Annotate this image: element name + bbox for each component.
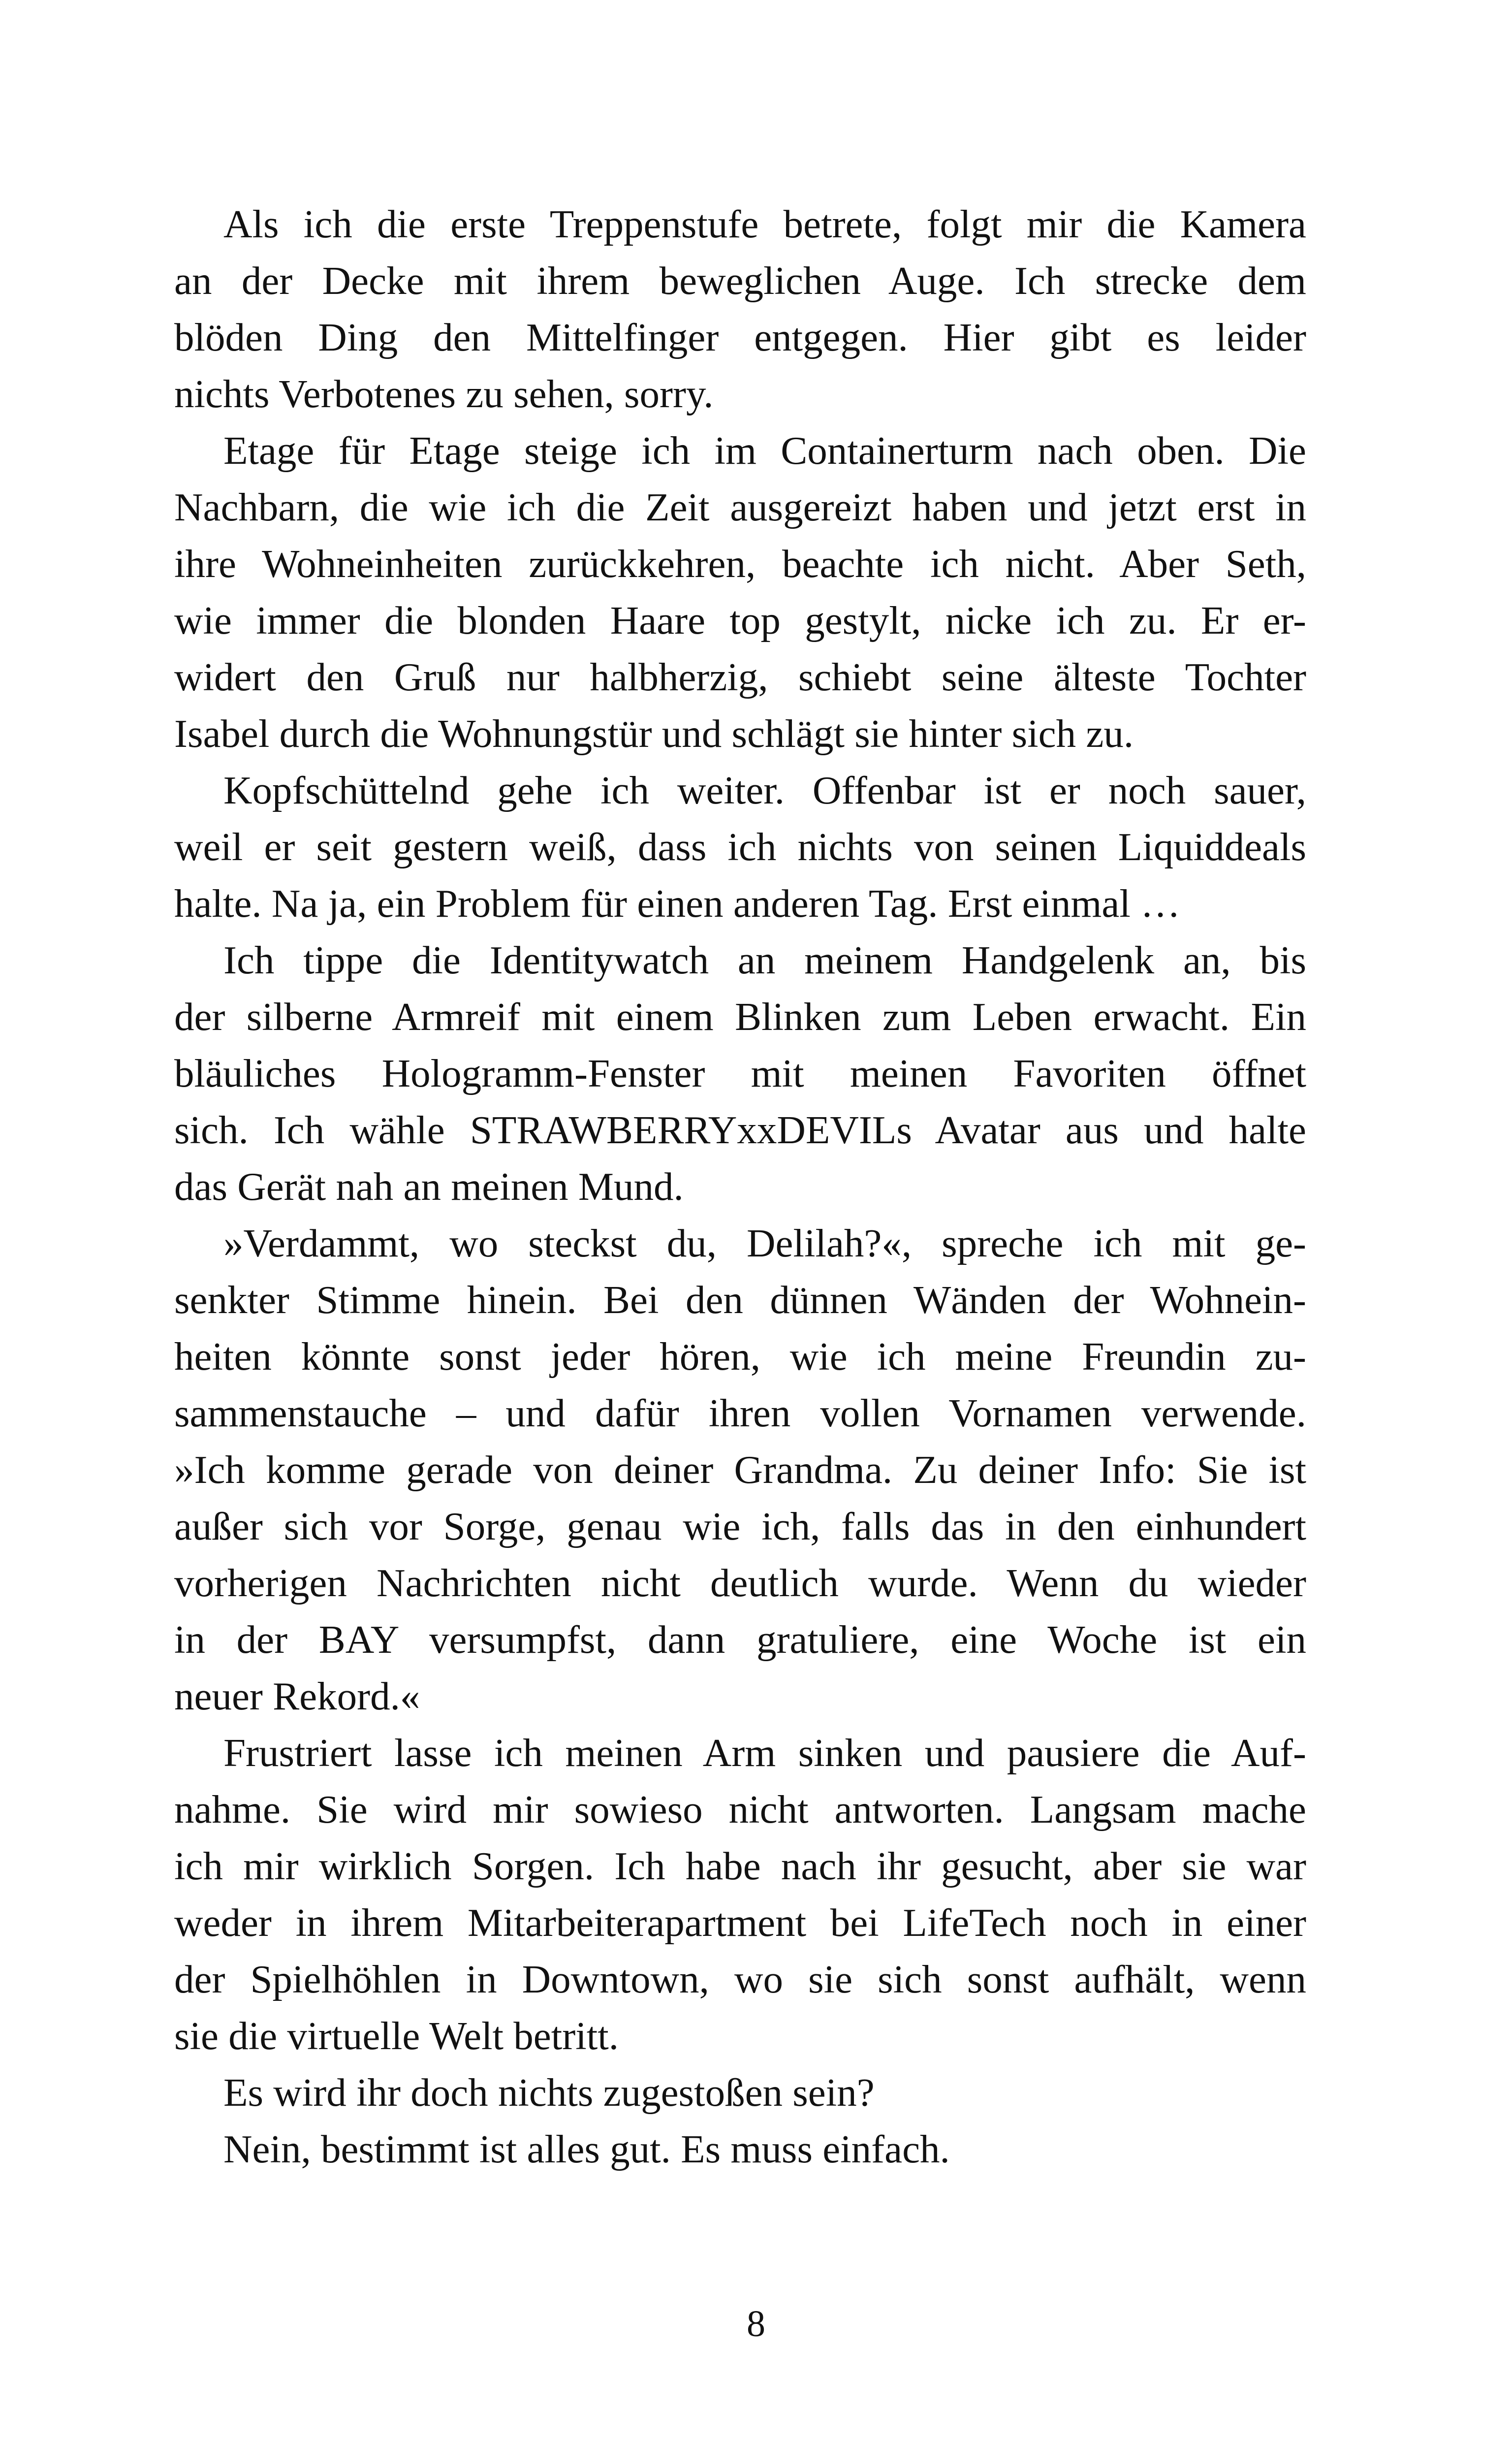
text-line: Ich tippe die Identitywatch an meinem Handgelenk an, bis bbox=[223, 938, 1306, 982]
text-line: »Verdammt, wo steckst du, Delilah?«, spreche ich mit ge- bbox=[223, 1221, 1306, 1265]
text-line: nichts Verbotenes zu sehen, sorry. bbox=[174, 372, 714, 416]
text-line: bläuliches Hologramm-Fenster mit meinen Favoriten öffnet bbox=[174, 1051, 1306, 1095]
text-line: Etage für Etage steige ich im Containerturm nach oben. Die bbox=[223, 428, 1306, 473]
text-line: ihre Wohneinheiten zurückkehren, beachte ich nicht. Aber Seth, bbox=[174, 542, 1306, 586]
text-line: in der BAY versumpfst, dann gratuliere, eine Woche ist ein bbox=[174, 1617, 1306, 1662]
text-line: »Ich komme gerade von deiner Grandma. Zu deiner Info: Sie ist bbox=[174, 1447, 1306, 1492]
text-line: sammenstauche – und dafür ihren vollen Vornamen verwende. bbox=[174, 1391, 1306, 1435]
page-number: 8 bbox=[747, 2303, 765, 2345]
text-line: blöden Ding den Mittelfinger entgegen. Hier gibt es leider bbox=[174, 315, 1306, 359]
text-line: an der Decke mit ihrem beweglichen Auge. Ich strecke dem bbox=[174, 258, 1306, 303]
text-line: widert den Gruß nur halbherzig, schiebt seine älteste Tochter bbox=[174, 655, 1306, 699]
text-line: Als ich die erste Treppenstufe betrete, folgt mir die Kamera bbox=[223, 202, 1306, 246]
text-line: nahme. Sie wird mir sowieso nicht antworten. Langsam mache bbox=[174, 1787, 1306, 1832]
text-line: weder in ihrem Mitarbeiterapartment bei LifeTech noch in einer bbox=[174, 1900, 1306, 1945]
text-line: wie immer die blonden Haare top gestylt, nicke ich zu. Er er- bbox=[174, 598, 1306, 643]
text-line: halte. Na ja, ein Problem für einen anderen Tag. Erst einmal … bbox=[174, 881, 1181, 926]
text-line: Es wird ihr doch nichts zugestoßen sein? bbox=[223, 2070, 875, 2115]
text-line: Kopfschüttelnd gehe ich weiter. Offenbar ist er noch sauer, bbox=[223, 768, 1306, 812]
text-line: sich. Ich wähle STRAWBERRYxxDEVILs Avatar aus und halte bbox=[174, 1108, 1306, 1152]
text-line: Nein, bestimmt ist alles gut. Es muss einfach. bbox=[223, 2127, 950, 2171]
text-line: außer sich vor Sorge, genau wie ich, falls das in den einhundert bbox=[174, 1504, 1306, 1548]
text-line: heiten könnte sonst jeder hören, wie ich meine Freundin zu- bbox=[174, 1334, 1306, 1379]
text-line: Frustriert lasse ich meinen Arm sinken und pausiere die Auf- bbox=[223, 1731, 1306, 1775]
text-line: ich mir wirklich Sorgen. Ich habe nach ihr gesucht, aber sie war bbox=[174, 1844, 1306, 1888]
text-line: Nachbarn, die wie ich die Zeit ausgereizt haben und jetzt erst in bbox=[174, 485, 1306, 529]
text-line: sie die virtuelle Welt betritt. bbox=[174, 2014, 619, 2058]
text-line: senkter Stimme hinein. Bei den dünnen Wänden der Wohnein- bbox=[174, 1278, 1306, 1322]
text-line: der silberne Armreif mit einem Blinken zum Leben erwacht. Ein bbox=[174, 995, 1306, 1039]
text-line: Isabel durch die Wohnungstür und schlägt sie hinter sich zu. bbox=[174, 711, 1134, 756]
text-line: neuer Rekord.« bbox=[174, 1674, 420, 1718]
text-line: vorherigen Nachrichten nicht deutlich wurde. Wenn du wieder bbox=[174, 1561, 1306, 1605]
text-line: weil er seit gestern weiß, dass ich nichts von seinen Liquiddeals bbox=[174, 825, 1306, 869]
text-line: das Gerät nah an meinen Mund. bbox=[174, 1164, 684, 1209]
text-line: der Spielhöhlen in Downtown, wo sie sich sonst aufhält, wenn bbox=[174, 1957, 1306, 2001]
body-text bbox=[174, 196, 1306, 2178]
